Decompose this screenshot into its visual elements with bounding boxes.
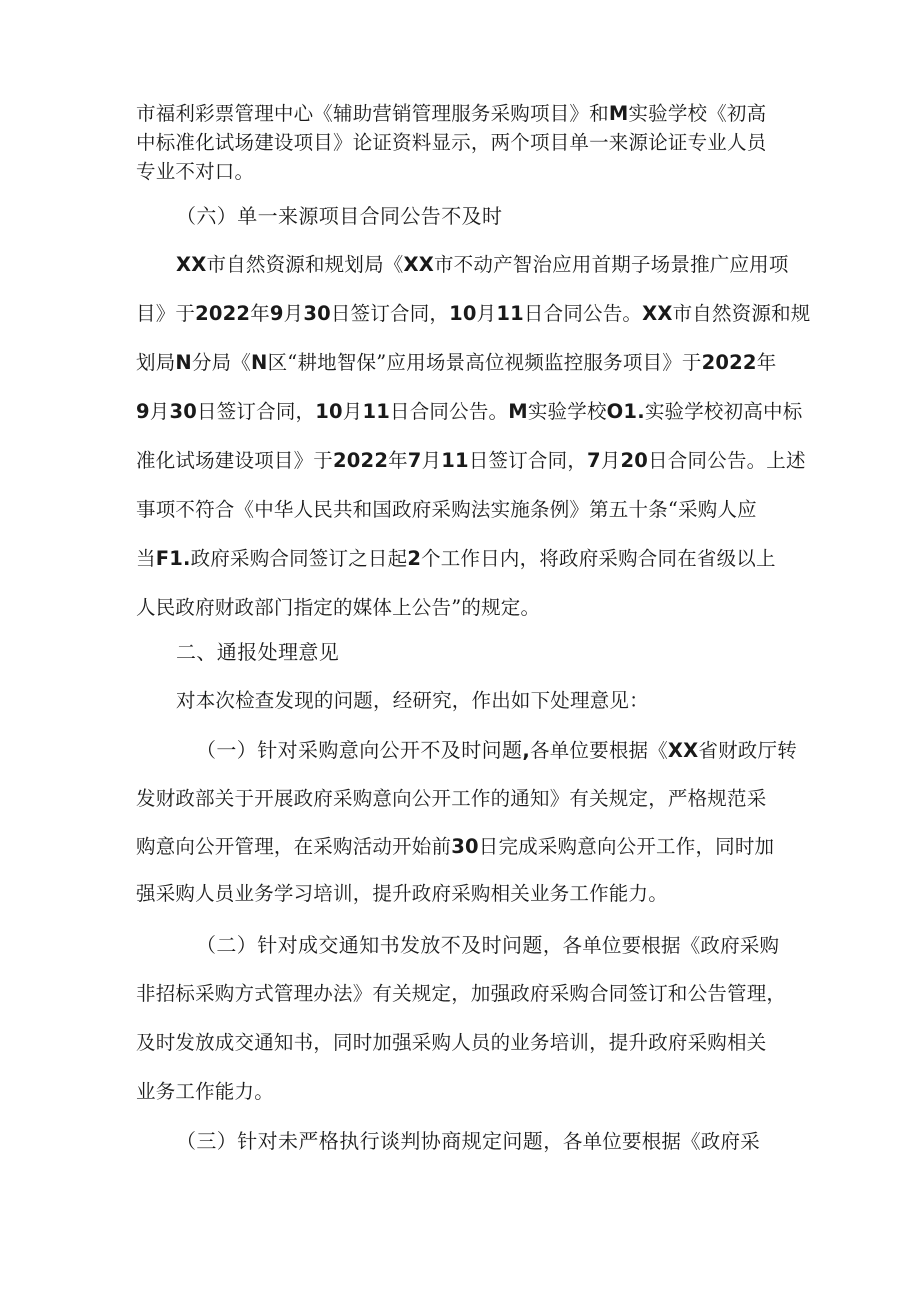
body-line: 专业不对口。 [136,160,255,183]
body-line: （一）针对采购意向公开不及时问题,各单位要根据《XX省财政厅转 [196,738,797,762]
body-line: 对本次检查发现的问题，经研究，作出如下处理意见： [176,689,649,712]
body-line: 发财政部关于开展政府采购意向公开工作的通知》有关规定，严格规范采 [136,787,767,810]
body-line: 9月30日签订合同，10月11日合同公告。M实验学校O1.实验学校初高中标 [136,400,803,423]
body-line: 目》于2022年9月30日签订合同，10月11日合同公告。XX市自然资源和规 [136,302,811,325]
body-line: 市福利彩票管理中心《辅助营销管理服务采购项目》和M实验学校《初高 [136,102,767,125]
body-line: （二）针对成交通知书发放不及时问题，各单位要根据《政府采购 [196,933,780,957]
body-line: 中标准化试场建设项目》论证资料显示，两个项目单一来源论证专业人员 [136,131,767,154]
body-line: 非招标采购方式管理办法》有关规定，加强政府采购合同签订和公告管理， [136,982,787,1005]
body-line: 当F1.政府采购合同签订之日起2个工作日内，将政府采购合同在省级以上 [136,547,776,570]
body-line: 业务工作能力。 [136,1080,274,1103]
body-line: 购意向公开管理，在采购活动开始前30日完成采购意向公开工作，同时加 [136,835,775,858]
body-line: 划局N分局《N区“耕地智保”应用场景高位视频监控服务项目》于2022年 [136,351,777,374]
body-line: 及时发放成交通知书，同时加强采购人员的业务培训，提升政府采购相关 [136,1031,767,1054]
body-line: （三）针对未严格执行谈判协商规定问题，各单位要根据《政府采 [176,1129,760,1153]
body-line: 事项不符合《中华人民共和国政府采购法实施条例》第五十条“采购人应 [136,498,757,521]
section-heading-2: 二、通报处理意见 [176,640,340,664]
body-line: 准化试场建设项目》于2022年7月11日签订合同，7月20日合同公告。上述 [136,449,806,472]
body-line: XX市自然资源和规划局《XX市不动产智治应用首期子场景推广应用项 [176,253,789,276]
section-heading-6: （六）单一来源项目合同公告不及时 [176,204,503,228]
body-line: 人民政府财政部门指定的媒体上公告”的规定。 [136,596,541,619]
body-line: 强采购人员业务学习培训，提升政府采购相关业务工作能力。 [136,882,668,905]
